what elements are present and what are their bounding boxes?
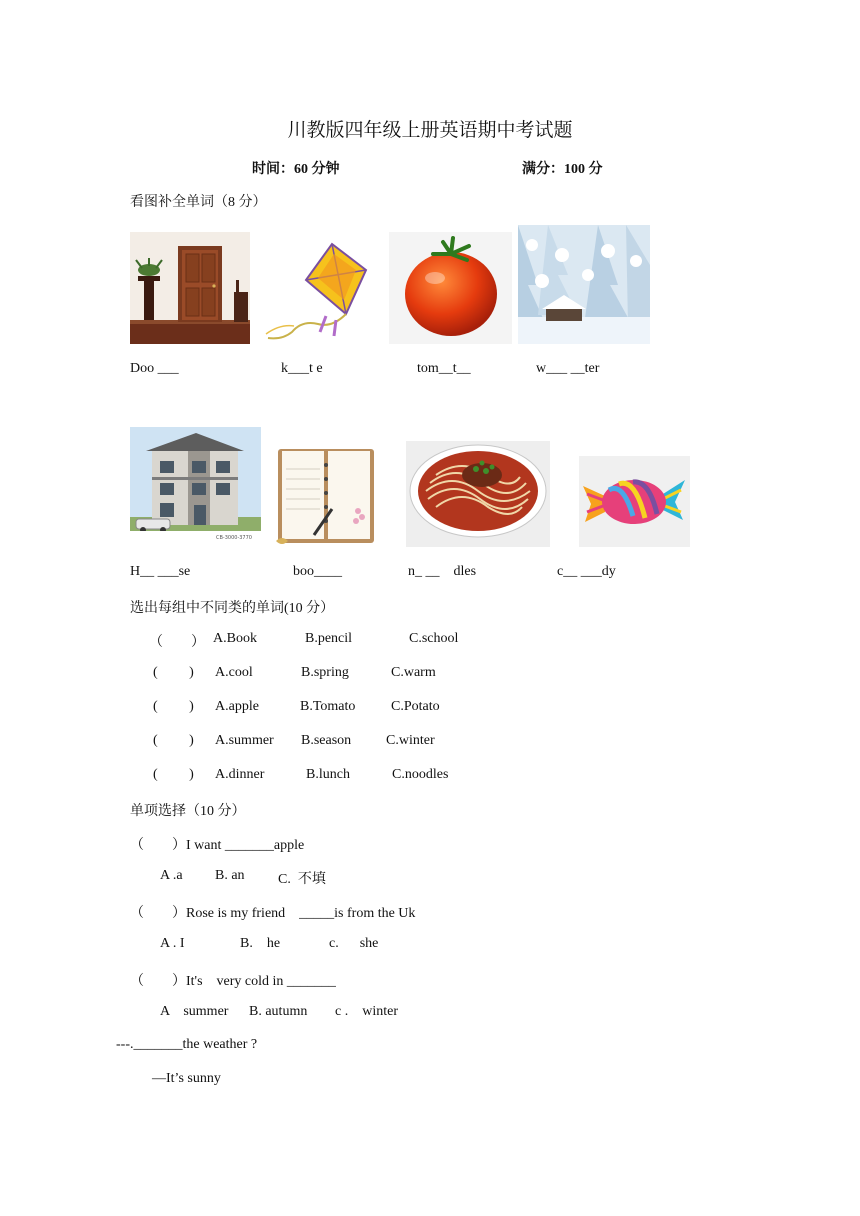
option-a: A.cool	[215, 665, 253, 680]
kite-picture	[262, 240, 374, 346]
section3-heading: 单项选择（10 分）	[130, 804, 246, 819]
odd-one-out-paren: （ ）	[149, 635, 205, 650]
blank-winter: w___ __ter	[536, 361, 600, 376]
question-stem: （ ）I want _______apple	[130, 838, 305, 853]
odd-one-out-paren: ( )	[153, 767, 194, 782]
blank-tomato: tom__t__	[417, 361, 471, 376]
option-b: B.season	[301, 733, 352, 748]
exam-time: 时间：60 分钟	[252, 162, 340, 177]
exam-score: 满分：100 分	[522, 162, 603, 177]
option-a: A.Book	[213, 631, 257, 646]
choice-b: B. he	[240, 936, 281, 951]
option-b: B.lunch	[306, 767, 350, 782]
option-c: C.school	[409, 631, 459, 646]
option-c: C.winter	[386, 733, 435, 748]
snowy-winter-photo	[518, 225, 650, 344]
house-caption: CB-3000-3770	[216, 535, 252, 541]
option-c: C.Potato	[391, 699, 440, 714]
door-photo	[130, 232, 250, 344]
option-a: A.dinner	[215, 767, 265, 782]
tomato-photo	[389, 232, 512, 344]
page-title: 川教版四年级上册英语期中考试题	[287, 120, 573, 141]
choice-c: c. she	[329, 936, 379, 951]
section1-heading: 看图补全单词（8 分）	[130, 195, 267, 210]
section2-heading: 选出每组中不同类的单词(10 分）	[130, 601, 335, 616]
notebook-picture	[274, 445, 377, 548]
option-c: C.noodles	[392, 767, 449, 782]
question-stem: （ ）Rose is my friend _____is from the Uk	[130, 906, 416, 921]
option-a: A.apple	[215, 699, 259, 714]
choice-c: C. 不填	[278, 872, 326, 887]
candy-picture	[579, 456, 690, 547]
question-stem: ---._______the weather ?	[116, 1037, 258, 1052]
blank-book: boo____	[293, 564, 342, 579]
blank-kite: k___t e	[281, 361, 323, 376]
blank-house: H__ ___se	[130, 564, 191, 579]
blank-noodles: n_ __ dles	[408, 564, 477, 579]
odd-one-out-paren: ( )	[153, 733, 194, 748]
choice-a: A .a	[160, 868, 183, 883]
option-c: C.warm	[391, 665, 436, 680]
house-photo	[130, 427, 261, 541]
dialogue-answer: —It’s sunny	[152, 1071, 221, 1086]
question-stem: （ ）It's very cold in _______	[130, 974, 336, 989]
option-b: B.Tomato	[300, 699, 356, 714]
blank-door: Doo ___	[130, 361, 179, 376]
noodles-photo	[406, 441, 550, 547]
odd-one-out-paren: ( )	[153, 699, 194, 714]
choice-b: B. autumn	[249, 1004, 308, 1019]
choice-a: A . I	[160, 936, 185, 951]
odd-one-out-paren: ( )	[153, 665, 194, 680]
option-b: B.spring	[301, 665, 349, 680]
choice-a: A summer	[160, 1004, 229, 1019]
blank-candy: c__ ___dy	[557, 564, 616, 579]
option-b: B.pencil	[305, 631, 353, 646]
choice-b: B. an	[215, 868, 245, 883]
option-a: A.summer	[215, 733, 274, 748]
choice-c: c . winter	[335, 1004, 398, 1019]
